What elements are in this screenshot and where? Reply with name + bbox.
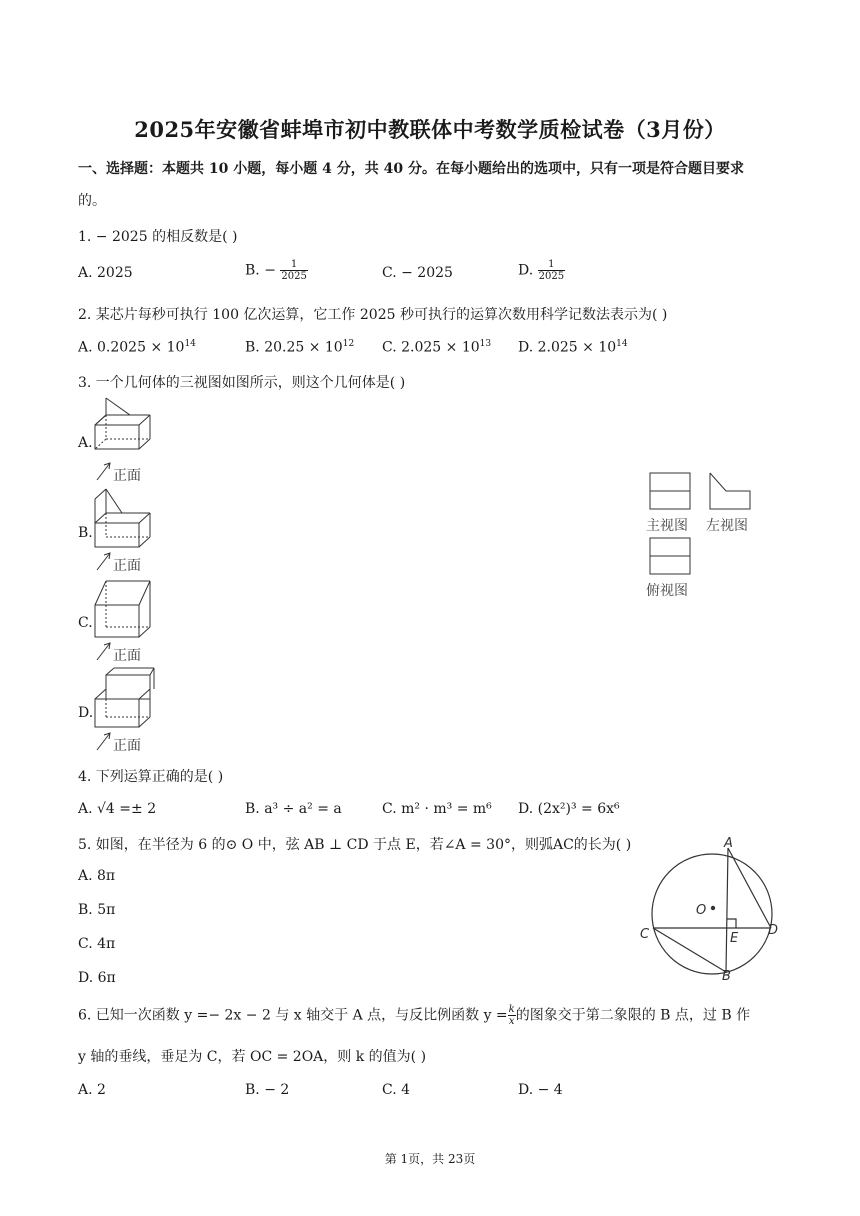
- q2-option-c: C. $2.025 \times 10^{13}$: [382, 339, 492, 356]
- section-heading: 一、选择题：本题共 10 小题，每小题 4 分，共 40 分。在每小题给出的选项中，只有一项是符合题目要求: [78, 161, 744, 177]
- front-label: 正面: [113, 468, 141, 483]
- q1-option-d: D. $\frac{1}{2025}$: [518, 259, 565, 282]
- q3-option-b-label: B.: [78, 525, 93, 541]
- question-2-stem: 2. 某芯片每秒可执行 100 亿次运算，它工作 2025 秒可执行的运算次数用科学记数法表示为( ): [78, 307, 668, 323]
- q4-option-c: C. m² · m³ = m⁶: [382, 801, 492, 817]
- q3-option-d-figure: [92, 665, 158, 753]
- q5-option-b: B. 5π: [78, 902, 116, 918]
- q3-option-c-label: C.: [78, 615, 93, 631]
- svg-text:C: C: [640, 927, 650, 942]
- question-6-stem-line1: 6. 已知一次函数 y =− 2x − 2 与 x 轴交于 A 点，与反比例函数 y = $\frac{k}{x}$ 的图象交于第二象限的 B 点，过 B 作: [78, 1004, 751, 1027]
- svg-text:O: O: [696, 903, 707, 918]
- question-3-stem: 3. 一个几何体的三视图如图所示，则这个几何体是( ): [78, 375, 406, 391]
- left-view-label: 左视图: [706, 518, 748, 534]
- question-6-stem-line2: y 轴的垂线，垂足为 C，若 OC = 2OA，则 k 的值为( ): [78, 1049, 427, 1065]
- q3-option-b-figure: [92, 485, 158, 573]
- svg-text:D: D: [768, 923, 779, 938]
- q2-option-b: B. $20.25 \times 10^{12}$: [245, 339, 355, 356]
- q5-option-c: C. 4π: [78, 936, 116, 952]
- q4-option-a: A. √4 =± 2: [78, 801, 157, 817]
- question-4-stem: 4. 下列运算正确的是( ): [78, 769, 224, 785]
- q4-option-b: B. a³ ÷ a² = a: [245, 801, 342, 817]
- front-label: 正面: [113, 648, 141, 663]
- svg-text:B: B: [722, 969, 731, 984]
- q5-option-d: D. 6π: [78, 970, 116, 986]
- q2-option-a: A. $0.2025 \times 10^{14}$: [78, 339, 196, 356]
- q6-option-a: A. 2: [78, 1082, 106, 1098]
- front-label: 正面: [113, 558, 141, 573]
- front-label: 正面: [113, 738, 141, 753]
- q2-option-d: D. $2.025 \times 10^{14}$: [518, 339, 628, 356]
- q6-option-b: B. − 2: [245, 1082, 290, 1098]
- q3-option-d-label: D.: [78, 705, 94, 721]
- q1-option-c: C. − 2025: [382, 265, 453, 281]
- question-5-stem: 5. 如图，在半径为 6 的⊙ O 中，弦 AB ⊥ CD 于点 E，若∠A = 30°，则弧AC的长为( ): [78, 837, 632, 853]
- q5-option-a: A. 8π: [78, 868, 116, 884]
- q1-option-b: B. − $\frac{1}{2025}$: [245, 259, 307, 282]
- q3-option-a-label: A.: [78, 435, 93, 451]
- page-footer: 第 1页，共 23页: [384, 1152, 476, 1166]
- q6-option-d: D. − 4: [518, 1082, 563, 1098]
- svg-text:A: A: [724, 836, 733, 851]
- section-heading-cont: 的。: [78, 193, 106, 209]
- page-title: 2025年安徽省蚌埠市初中教联体中考数学质检试卷（3月份）: [134, 117, 726, 142]
- q3-option-a-figure: [92, 395, 158, 483]
- q6-option-c: C. 4: [382, 1082, 411, 1098]
- top-view-label: 俯视图: [646, 583, 688, 599]
- q3-option-c-figure: [92, 575, 158, 663]
- main-view-label: 主视图: [646, 518, 688, 534]
- circle-figure: [636, 834, 786, 984]
- question-1-stem: 1. − 2025 的相反数是( ): [78, 229, 238, 245]
- q4-option-d: D. (2x²)³ = 6x⁶: [518, 801, 620, 817]
- svg-text:E: E: [730, 931, 739, 946]
- three-view-figure: [644, 470, 764, 605]
- q1-option-a: A. 2025: [78, 265, 133, 281]
